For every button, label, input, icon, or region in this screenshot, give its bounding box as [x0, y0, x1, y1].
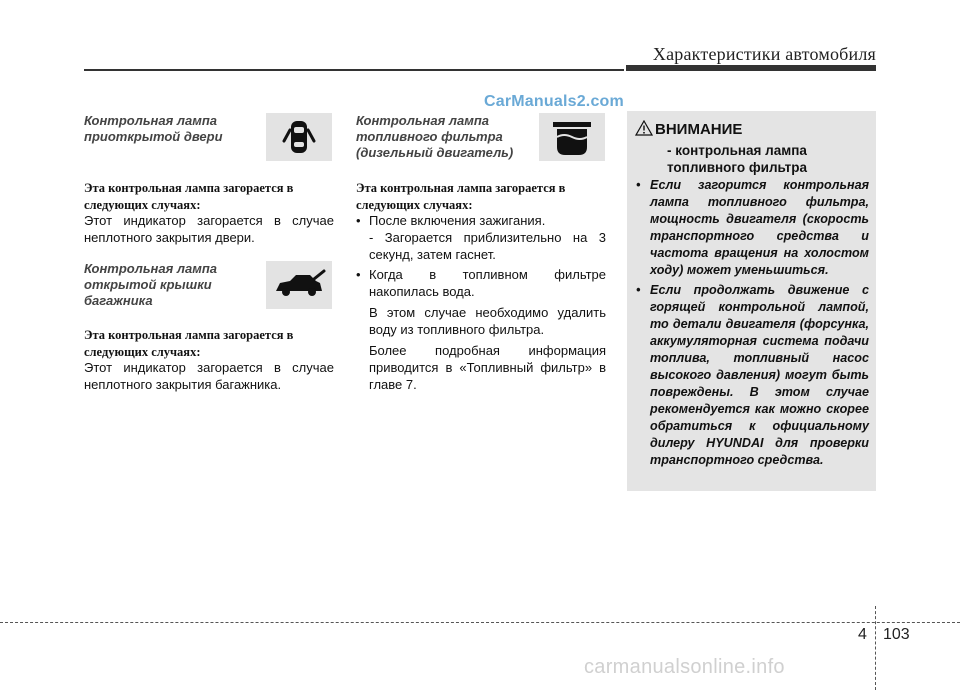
- fuel-bullet-2-p2: Более подробная информация приводится в «Топливный фильтр» в главе 7.: [369, 343, 606, 392]
- warning-heading: ВНИМАНИЕ: [655, 121, 743, 138]
- header-rule-left: [84, 69, 624, 71]
- fuel-filter-body: [356, 212, 606, 393]
- footer-divider: [0, 622, 960, 623]
- section-number: 4: [858, 626, 867, 643]
- fuel-bullet-1: • После включения зажигания.: [356, 213, 546, 228]
- trunk-open-icon-box: [266, 261, 332, 309]
- warning-item-1: • Если загорится контрольная лампа топливного фильтра, мощность двигателя (скорость транспортного средства и частота вращения на холостом ходу) может уменьшиться.: [636, 178, 869, 277]
- trunk-open-icon: [266, 261, 332, 309]
- warning-subheading: - контрольная лампа топливного фильтра: [667, 143, 808, 175]
- watermark-bottom: carmanualsonline.info: [584, 656, 785, 678]
- door-subtitle: Эта контрольная лампа загорается в следующих случаях:: [84, 181, 294, 212]
- fuel-filter-icon-box: [539, 113, 605, 161]
- door-body: Этот индикатор загорается в случае неплотного закрытия двери.: [84, 213, 334, 245]
- fuel-bullet-1-sub: - Загорается приблизительно на 3 секунд, затем гаснет.: [369, 230, 606, 262]
- fuel-bullet-2-p1: В этом случае необходимо удалить воду из топливного фильтра.: [369, 305, 606, 337]
- header-rule-right: [626, 65, 876, 71]
- warning-triangle-icon: [635, 120, 653, 136]
- trunk-title: Контрольная лампа открытой крышки багажника: [84, 261, 217, 308]
- warning-items: [633, 177, 869, 472]
- trunk-body: Этот индикатор загорается в случае неплотного закрытия багажника.: [84, 360, 334, 392]
- page-header-title: Характеристики автомобиля: [652, 44, 876, 64]
- door-title: Контрольная лампа приоткрытой двери: [84, 113, 223, 144]
- fuel-filter-title: Контрольная лампа топливного фильтра (дизельный двигатель): [356, 113, 514, 160]
- watermark-top: CarManuals2.com: [484, 93, 624, 110]
- fuel-filter-water-icon: [539, 113, 605, 161]
- fuel-bullet-2: • Когда в топливном фильтре накопилась вода.: [356, 267, 606, 299]
- door-ajar-icon-box: [266, 113, 332, 161]
- warning-item-2: • Если продолжать движение с горящей контрольной лампой, то детали двигателя (форсунка, аккумуляторная система подачи топлива, топливный насос высокого давления) могут быть повреждены. В этом случае рекомендуется как можно скорее обратиться к официальному дилеру HYUNDAI для проверки транспортного средства.: [636, 283, 869, 467]
- page-number: 103: [883, 626, 910, 643]
- page-number-divider: [875, 606, 876, 690]
- warning-box: [627, 111, 876, 491]
- fuel-filter-subtitle: Эта контрольная лампа загорается в следующих случаях:: [356, 181, 566, 212]
- trunk-subtitle: Эта контрольная лампа загорается в следующих случаях:: [84, 328, 294, 359]
- door-ajar-icon: [266, 113, 332, 161]
